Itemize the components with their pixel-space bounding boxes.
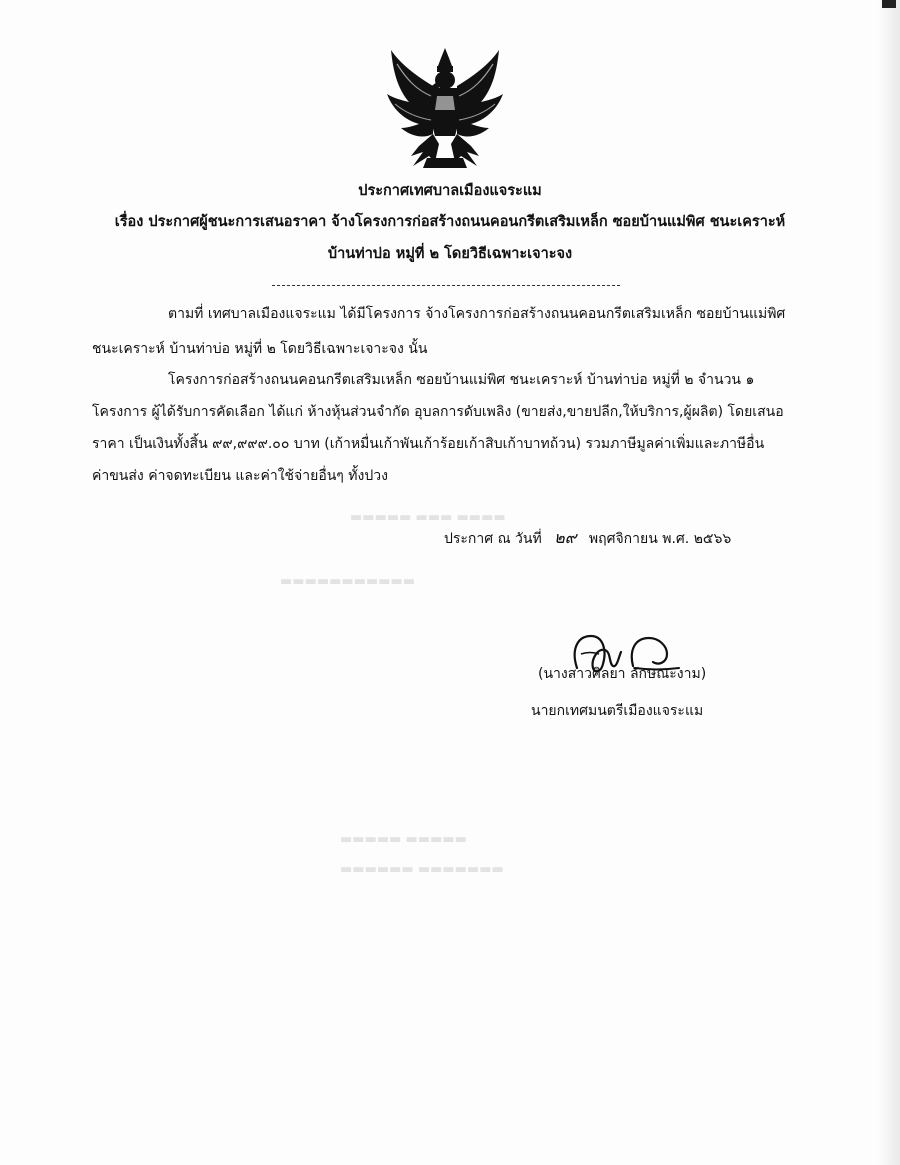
paragraph2-line2: โครงการ ผู้ได้รับการคัดเลือก ได้แก่ ห้างหุ้นส่วนจำกัด อุบลการดับเพลิง (ขายส่ง,ขายปลีก,ให้บริการ,ผู้ผลิต) โดยเสนอ	[92, 404, 784, 420]
document-title: ประกาศเทศบาลเมืองแจระแม	[358, 183, 542, 199]
paragraph2-line4: ค่าขนส่ง ค่าจดทะเบียน และค่าใช้จ่ายอื่นๆ ทั้งปวง	[92, 468, 388, 484]
page-edge-shadow	[878, 0, 900, 1165]
announcement-date	[444, 530, 731, 546]
document-subject-line1: เรื่อง ประกาศผู้ชนะการเสนอราคา จ้างโครงการก่อสร้างถนนคอนกรีตเสริมเหล็ก ซอยบ้านแม่พิศ ชนะเคราะห์	[114, 214, 786, 230]
paragraph1-line2: ชนะเคราะห์ บ้านท่าบ่อ หมู่ที่ ๒ โดยวิธีเฉพาะเจาะจง นั้น	[92, 341, 428, 357]
announcement-prefix: ประกาศ ณ วันที่	[444, 531, 542, 547]
announcement-day: ๒๙	[554, 528, 577, 547]
header-divider	[272, 285, 620, 286]
show-through-text: ▬▬▬▬▬ ▬▬▬ ▬▬▬▬	[350, 510, 506, 525]
page-edge-mark	[882, 0, 896, 8]
document-subject-line2: บ้านท่าบ่อ หมู่ที่ ๒ โดยวิธีเฉพาะเจาะจง	[327, 246, 573, 262]
paragraph1-line1: ตามที่ เทศบาลเมืองแจระแม ได้มีโครงการ จ้างโครงการก่อสร้างถนนคอนกรีตเสริมเหล็ก ซอยบ้านแม่พิศ	[168, 306, 786, 322]
show-through-text: ▬▬▬▬▬▬▬▬▬▬▬	[280, 574, 416, 589]
paragraph2-line3: ราคา เป็นเงินทั้งสิ้น ๙๙,๙๙๙.๐๐ บาท (เก้าหมื่นเก้าพันเก้าร้อยเก้าสิบเก้าบาทถ้วน) รวมภาษีมูลค่าเพิ่มและภาษีอื่น	[92, 436, 765, 452]
paragraph2-line1: โครงการก่อสร้างถนนคอนกรีตเสริมเหล็ก ซอยบ้านแม่พิศ ชนะเคราะห์ บ้านท่าบ่อ หมู่ที่ ๒ จำนวน ๑	[168, 372, 755, 388]
announcement-month-year: พฤศจิกายน พ.ศ. ๒๕๖๖	[588, 531, 732, 547]
garuda-emblem-icon	[383, 44, 507, 172]
signatory-position: นายกเทศมนตรีเมืองแจระแม	[531, 703, 704, 719]
show-through-text: ▬▬▬▬▬ ▬▬▬▬▬	[340, 832, 467, 847]
show-through-text: ▬▬▬▬▬▬ ▬▬▬▬▬▬▬	[340, 862, 504, 877]
signatory-name: (นางสาวศิลยา ลักษณะงาม)	[538, 666, 707, 682]
